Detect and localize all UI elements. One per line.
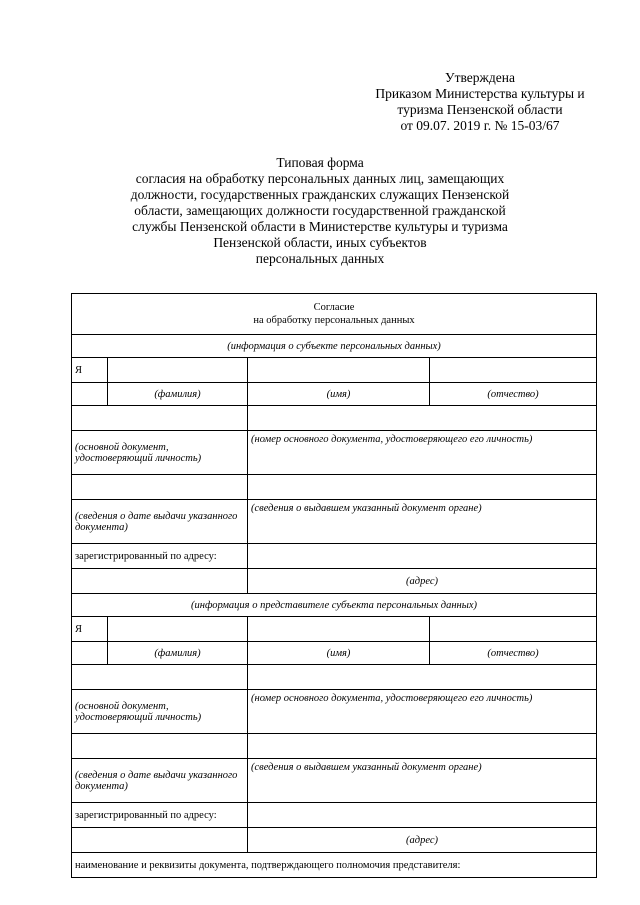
representative-doc-number-hint: (номер основного документа, удостоверяющего его личность) <box>248 690 597 734</box>
approval-line-1: Утверждена <box>445 70 515 85</box>
subject-ya-label: Я <box>72 358 108 383</box>
representative-section-caption: (информация о представителе субъекта персональных данных) <box>72 594 597 617</box>
subject-name-field[interactable] <box>248 358 430 383</box>
approval-line-2: Приказом Министерства культуры и <box>375 86 585 101</box>
form-title-line-3: должности, государственных гражданских служащих Пензенской <box>130 187 510 202</box>
subject-section-caption: (информация о субъекте персональных данных) <box>72 335 597 358</box>
subject-address-hint: (адрес) <box>248 569 597 594</box>
subject-surname-field[interactable] <box>108 358 248 383</box>
consent-header-cell <box>72 294 597 335</box>
representative-surname-hint: (фамилия) <box>108 642 248 665</box>
subject-blank-cell <box>72 383 108 406</box>
consent-title: Согласие <box>313 302 355 313</box>
representative-registered-label: зарегистрированный по адресу: <box>72 803 248 828</box>
subject-doc-field[interactable] <box>72 406 248 431</box>
subject-registered-field[interactable] <box>248 544 597 569</box>
subject-address-field-left[interactable] <box>72 569 248 594</box>
form-title-line-4: области, замещающих должности государственной гражданской <box>134 203 506 218</box>
representative-blank-cell <box>72 642 108 665</box>
consent-form-table <box>71 293 597 878</box>
subject-patronymic-field[interactable] <box>430 358 597 383</box>
form-title-line-5: службы Пензенской области в Министерстве культуры и туризма <box>132 219 508 234</box>
representative-authority-doc-label: наименование и реквизиты документа, подтверждающего полномочия представителя: <box>72 853 597 878</box>
representative-ya-label: Я <box>72 617 108 642</box>
form-title-line-7: персональных данных <box>255 251 385 266</box>
representative-issue-date-field[interactable] <box>72 734 248 759</box>
form-title-line-1: Типовая форма <box>276 155 364 170</box>
representative-patronymic-field[interactable] <box>430 617 597 642</box>
consent-subtitle: на обработку персональных данных <box>253 315 415 326</box>
subject-surname-hint: (фамилия) <box>108 383 248 406</box>
subject-issue-date-field[interactable] <box>72 475 248 500</box>
representative-address-field-left[interactable] <box>72 828 248 853</box>
subject-name-hint: (имя) <box>248 383 430 406</box>
representative-name-hint: (имя) <box>248 642 430 665</box>
subject-registered-label: зарегистрированный по адресу: <box>72 544 248 569</box>
subject-issuer-field[interactable] <box>248 475 597 500</box>
subject-doc-number-hint: (номер основного документа, удостоверяющего его личность) <box>248 431 597 475</box>
form-title <box>110 155 530 267</box>
representative-doc-hint: (основной документ, удостоверяющий личность) <box>72 690 248 734</box>
approval-block <box>350 70 610 134</box>
representative-issuer-field[interactable] <box>248 734 597 759</box>
form-title-line-2: согласия на обработку персональных данных лиц, замещающих <box>135 171 505 186</box>
representative-patronymic-hint: (отчество) <box>430 642 597 665</box>
representative-doc-number-field[interactable] <box>248 665 597 690</box>
representative-issue-date-hint: (сведения о дате выдачи указанного документа) <box>72 759 248 803</box>
subject-issuer-hint: (сведения о выдавшем указанный документ органе) <box>248 500 597 544</box>
representative-surname-field[interactable] <box>108 617 248 642</box>
subject-doc-hint: (основной документ, удостоверяющий личность) <box>72 431 248 475</box>
approval-line-3: туризма Пензенской области <box>397 102 563 117</box>
subject-patronymic-hint: (отчество) <box>430 383 597 406</box>
approval-line-4: от 09.07. 2019 г. № 15-03/67 <box>400 118 560 133</box>
representative-name-field[interactable] <box>248 617 430 642</box>
subject-doc-number-field[interactable] <box>248 406 597 431</box>
representative-issuer-hint: (сведения о выдавшем указанный документ органе) <box>248 759 597 803</box>
subject-issue-date-hint: (сведения о дате выдачи указанного документа) <box>72 500 248 544</box>
form-title-line-6: Пензенской области, иных субъектов <box>213 235 427 250</box>
representative-registered-field[interactable] <box>248 803 597 828</box>
representative-doc-field[interactable] <box>72 665 248 690</box>
representative-address-hint: (адрес) <box>248 828 597 853</box>
